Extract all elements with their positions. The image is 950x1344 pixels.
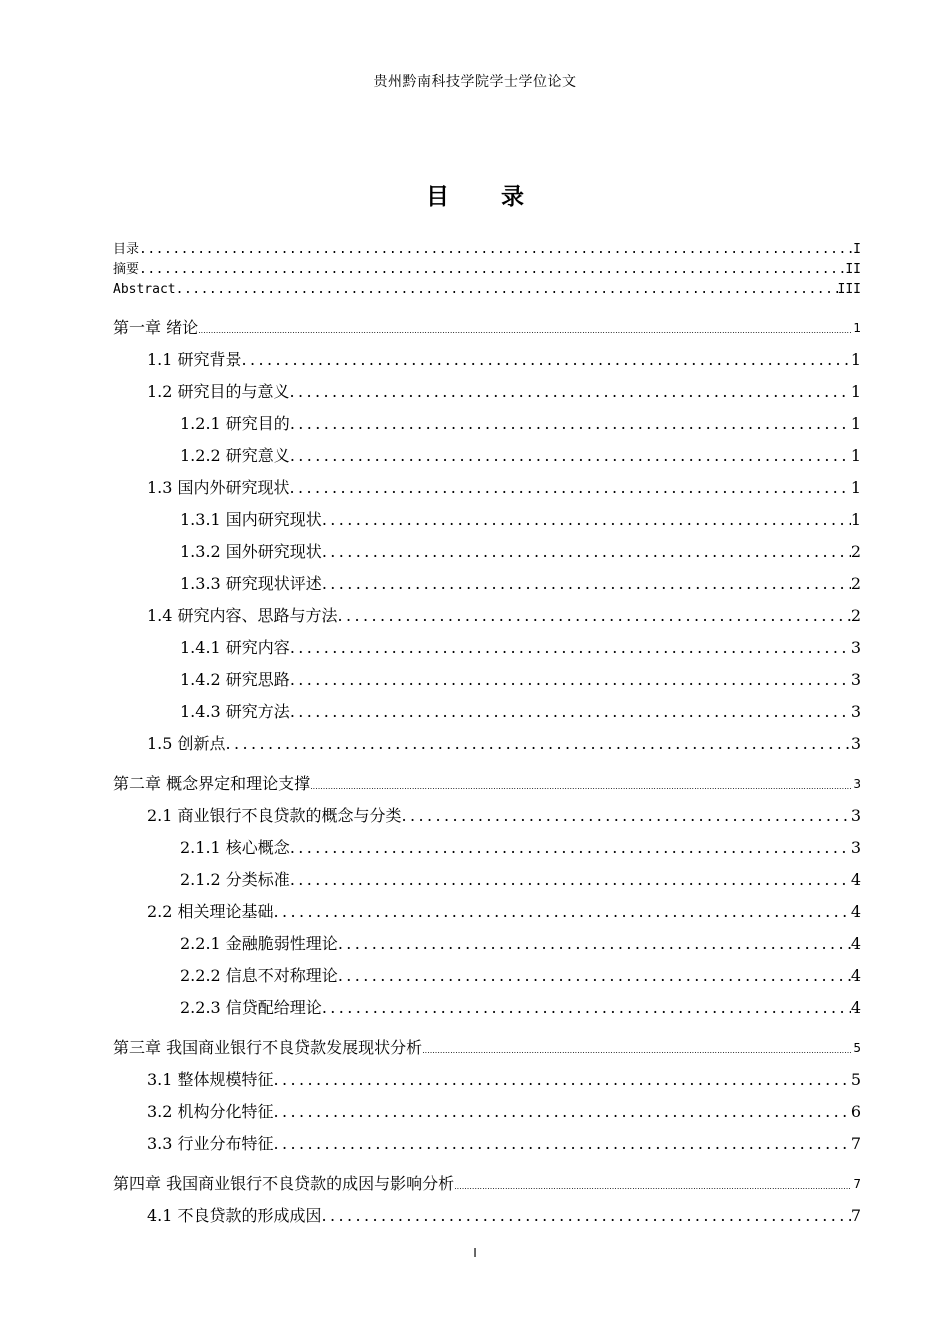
- toc-section-entry[interactable]: [113, 1064, 861, 1096]
- toc-entry-page: 3: [850, 638, 861, 657]
- toc-entry-title: 1.5 创新点: [147, 734, 226, 753]
- dot-leader: [242, 344, 851, 376]
- toc-entry-title: 第三章 我国商业银行不良贷款发展现状分析: [113, 1038, 423, 1057]
- dot-leader: [338, 928, 851, 960]
- toc-entry-page: 1: [850, 510, 861, 529]
- dot-leader: [290, 376, 851, 408]
- toc-entry-title: 1.4.2 研究思路: [180, 670, 290, 689]
- dot-leader: [338, 600, 851, 632]
- toc-section-entry[interactable]: [113, 536, 861, 568]
- dot-leader: [322, 1200, 851, 1232]
- toc-section-entry[interactable]: [113, 928, 861, 960]
- toc-entry-title: 1.3.2 国外研究现状: [180, 542, 322, 561]
- toc-entry-page: 1: [850, 382, 861, 401]
- toc-chapter-entry[interactable]: [113, 1032, 861, 1064]
- page-number: I: [473, 1246, 477, 1260]
- dot-leader: [139, 240, 853, 260]
- toc-entry-page: 1: [853, 321, 861, 335]
- toc-section-entry[interactable]: [113, 344, 861, 376]
- toc-entry-page: 2: [850, 542, 861, 561]
- toc-section-entry[interactable]: [113, 632, 861, 664]
- toc-entry-title: Abstract: [113, 282, 176, 297]
- table-of-contents: [113, 240, 861, 1232]
- toc-entry-title: 2.1 商业银行不良贷款的概念与分类: [147, 806, 402, 825]
- toc-entry-title: 1.3.3 研究现状评述: [180, 574, 322, 593]
- toc-section-entry[interactable]: [113, 800, 861, 832]
- toc-entry-title: 第四章 我国商业银行不良贷款的成因与影响分析: [113, 1174, 455, 1193]
- toc-section-entry[interactable]: [113, 376, 861, 408]
- toc-entry-title: 1.4 研究内容、思路与方法: [147, 606, 338, 625]
- toc-section-entry[interactable]: [113, 504, 861, 536]
- dot-leader: [402, 800, 851, 832]
- toc-entry-title: 1.4.1 研究内容: [180, 638, 290, 657]
- toc-section-entry[interactable]: [113, 568, 861, 600]
- dot-leader: [322, 992, 851, 1024]
- toc-section-entry[interactable]: [113, 1096, 861, 1128]
- toc-front-entry[interactable]: [113, 260, 861, 280]
- dot-leader: [290, 696, 851, 728]
- toc-section-entry[interactable]: [113, 408, 861, 440]
- toc-title: 目 录: [425, 184, 546, 210]
- toc-entry-page: 7: [850, 1134, 861, 1153]
- toc-entry-title: 2.2.2 信息不对称理论: [180, 966, 338, 985]
- dot-leader: [310, 780, 851, 794]
- toc-entry-page: 4: [850, 934, 861, 953]
- toc-entry-page: 3: [850, 734, 861, 753]
- toc-entry-title: 第一章 绪论: [113, 318, 199, 337]
- dot-leader: [290, 408, 851, 440]
- dot-leader: [338, 960, 851, 992]
- toc-section-entry[interactable]: [113, 696, 861, 728]
- toc-section-entry[interactable]: [113, 1128, 861, 1160]
- dot-leader: [290, 864, 851, 896]
- toc-entry-page: 7: [850, 1206, 861, 1225]
- toc-entry-page: 7: [853, 1177, 861, 1191]
- dot-leader: [422, 1044, 851, 1058]
- toc-entry-title: 目录: [113, 242, 140, 257]
- toc-entry-page: 3: [850, 702, 861, 721]
- toc-section-entry[interactable]: [113, 960, 861, 992]
- dot-leader: [274, 1096, 851, 1128]
- toc-entry-page: 4: [850, 998, 861, 1017]
- toc-section-entry[interactable]: [113, 864, 861, 896]
- toc-entry-page: 3: [850, 806, 861, 825]
- dot-leader: [176, 280, 838, 300]
- toc-entry-title: 3.2 机构分化特征: [147, 1102, 274, 1121]
- dot-leader: [322, 568, 851, 600]
- dot-leader: [198, 324, 851, 338]
- toc-entry-page: III: [837, 282, 861, 297]
- toc-chapter-entry[interactable]: [113, 768, 861, 800]
- toc-entry-page: 3: [850, 670, 861, 689]
- dot-leader: [226, 728, 851, 760]
- toc-entry-page: 1: [850, 446, 861, 465]
- dot-leader: [290, 472, 851, 504]
- toc-section-entry[interactable]: [113, 896, 861, 928]
- toc-entry-title: 摘要: [113, 262, 140, 277]
- dot-leader: [139, 260, 845, 280]
- dot-leader: [290, 440, 851, 472]
- toc-entry-page: 4: [850, 870, 861, 889]
- toc-entry-page: 4: [850, 902, 861, 921]
- toc-entry-title: 3.3 行业分布特征: [147, 1134, 274, 1153]
- dot-leader: [290, 832, 851, 864]
- toc-entry-title: 1.3.1 国内研究现状: [180, 510, 322, 529]
- toc-entry-title: 1.2 研究目的与意义: [147, 382, 290, 401]
- toc-entry-title: 2.2.3 信贷配给理论: [180, 998, 322, 1017]
- toc-entry-page: 1: [850, 478, 861, 497]
- toc-entry-title: 4.1 不良贷款的形成成因: [147, 1206, 322, 1225]
- toc-section-entry[interactable]: [113, 440, 861, 472]
- toc-front-entry[interactable]: [113, 280, 861, 300]
- toc-entry-title: 2.1.2 分类标准: [180, 870, 290, 889]
- toc-section-entry[interactable]: [113, 664, 861, 696]
- running-header: 贵州黔南科技学院学士学位论文: [373, 74, 577, 90]
- dot-leader: [274, 896, 851, 928]
- dot-leader: [290, 632, 851, 664]
- toc-section-entry[interactable]: [113, 472, 861, 504]
- toc-section-entry[interactable]: [113, 832, 861, 864]
- toc-front-entry[interactable]: [113, 240, 861, 260]
- toc-entry-page: 4: [850, 966, 861, 985]
- toc-section-entry[interactable]: [113, 992, 861, 1024]
- toc-entry-title: 1.2.1 研究目的: [180, 414, 290, 433]
- dot-leader: [454, 1180, 851, 1194]
- toc-entry-title: 2.1.1 核心概念: [180, 838, 290, 857]
- toc-entry-page: 5: [853, 1041, 861, 1055]
- toc-entry-page: 3: [853, 777, 861, 791]
- toc-entry-page: 3: [850, 838, 861, 857]
- toc-entry-title: 1.1 研究背景: [147, 350, 242, 369]
- dot-leader: [322, 536, 851, 568]
- toc-entry-page: 1: [850, 350, 861, 369]
- toc-entry-title: 1.3 国内外研究现状: [147, 478, 290, 497]
- toc-entry-page: 2: [850, 574, 861, 593]
- dot-leader: [274, 1128, 851, 1160]
- toc-entry-title: 3.1 整体规模特征: [147, 1070, 274, 1089]
- toc-entry-page: II: [845, 262, 861, 277]
- toc-entry-page: 2: [850, 606, 861, 625]
- toc-section-entry[interactable]: [113, 600, 861, 632]
- toc-entry-title: 1.2.2 研究意义: [180, 446, 290, 465]
- toc-chapter-entry[interactable]: [113, 1168, 861, 1200]
- toc-entry-page: 1: [850, 414, 861, 433]
- toc-entry-page: 5: [850, 1070, 861, 1089]
- toc-entry-title: 第二章 概念界定和理论支撑: [113, 774, 311, 793]
- toc-entry-page: 6: [850, 1102, 861, 1121]
- toc-section-entry[interactable]: [113, 1200, 861, 1232]
- toc-chapter-entry[interactable]: [113, 312, 861, 344]
- toc-entry-title: 1.4.3 研究方法: [180, 702, 290, 721]
- toc-entry-page: I: [853, 242, 861, 257]
- dot-leader: [322, 504, 851, 536]
- dot-leader: [290, 664, 851, 696]
- toc-entry-title: 2.2 相关理论基础: [147, 902, 274, 921]
- dot-leader: [274, 1064, 851, 1096]
- toc-entry-title: 2.2.1 金融脆弱性理论: [180, 934, 338, 953]
- toc-section-entry[interactable]: [113, 728, 861, 760]
